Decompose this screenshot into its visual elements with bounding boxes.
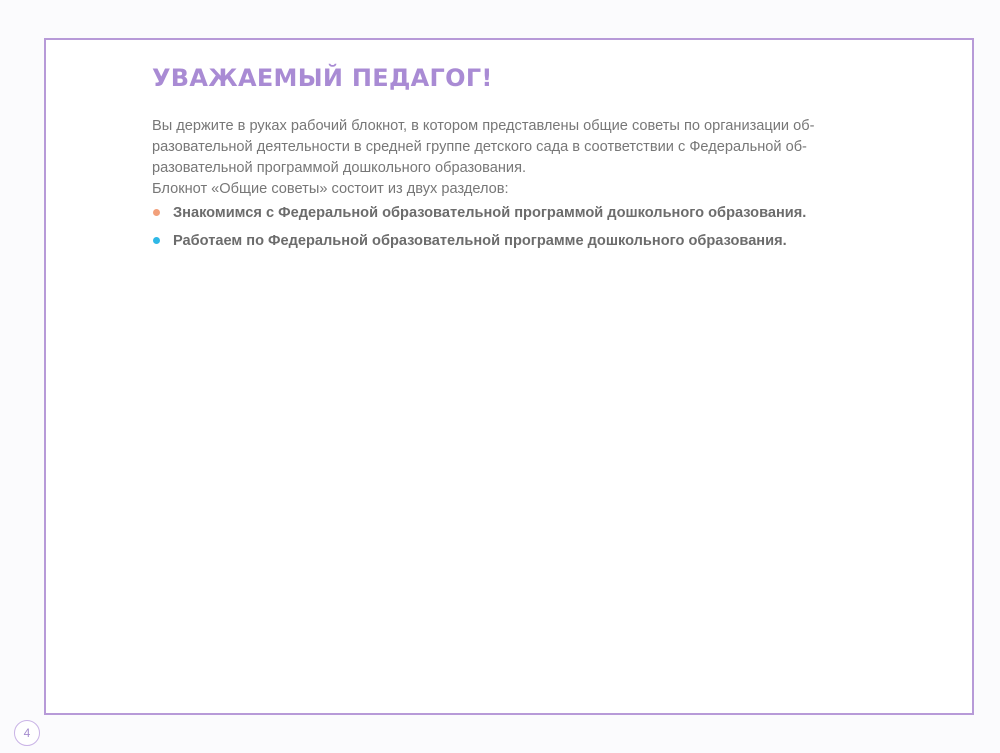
blue-bullet-icon [153, 237, 160, 244]
section-item [152, 203, 806, 223]
section-label: Работаем по Федеральной образовательной программе дошкольного образования. [173, 233, 787, 249]
page-heading: УВАЖАЕМЫЙ ПЕДАГОГ! [152, 64, 493, 92]
page-number: 4 [14, 720, 40, 746]
section-item [152, 231, 806, 251]
intro-line: Блокнот «Общие советы» состоит из двух разделов: [152, 181, 509, 197]
section-label: Знакомимся с Федеральной образовательной программой дошкольного образования. [173, 205, 807, 221]
intro-line: разовательной программой дошкольного образования. [152, 160, 527, 176]
intro-paragraph [152, 116, 882, 200]
sections-list [152, 203, 806, 259]
intro-line: Вы держите в руках рабочий блокнот, в котором представлены общие советы по организации об- [152, 118, 815, 134]
intro-line: разовательной деятельности в средней группе детского сада в соответствии с Федеральной об- [152, 139, 807, 155]
orange-bullet-icon [153, 209, 160, 216]
